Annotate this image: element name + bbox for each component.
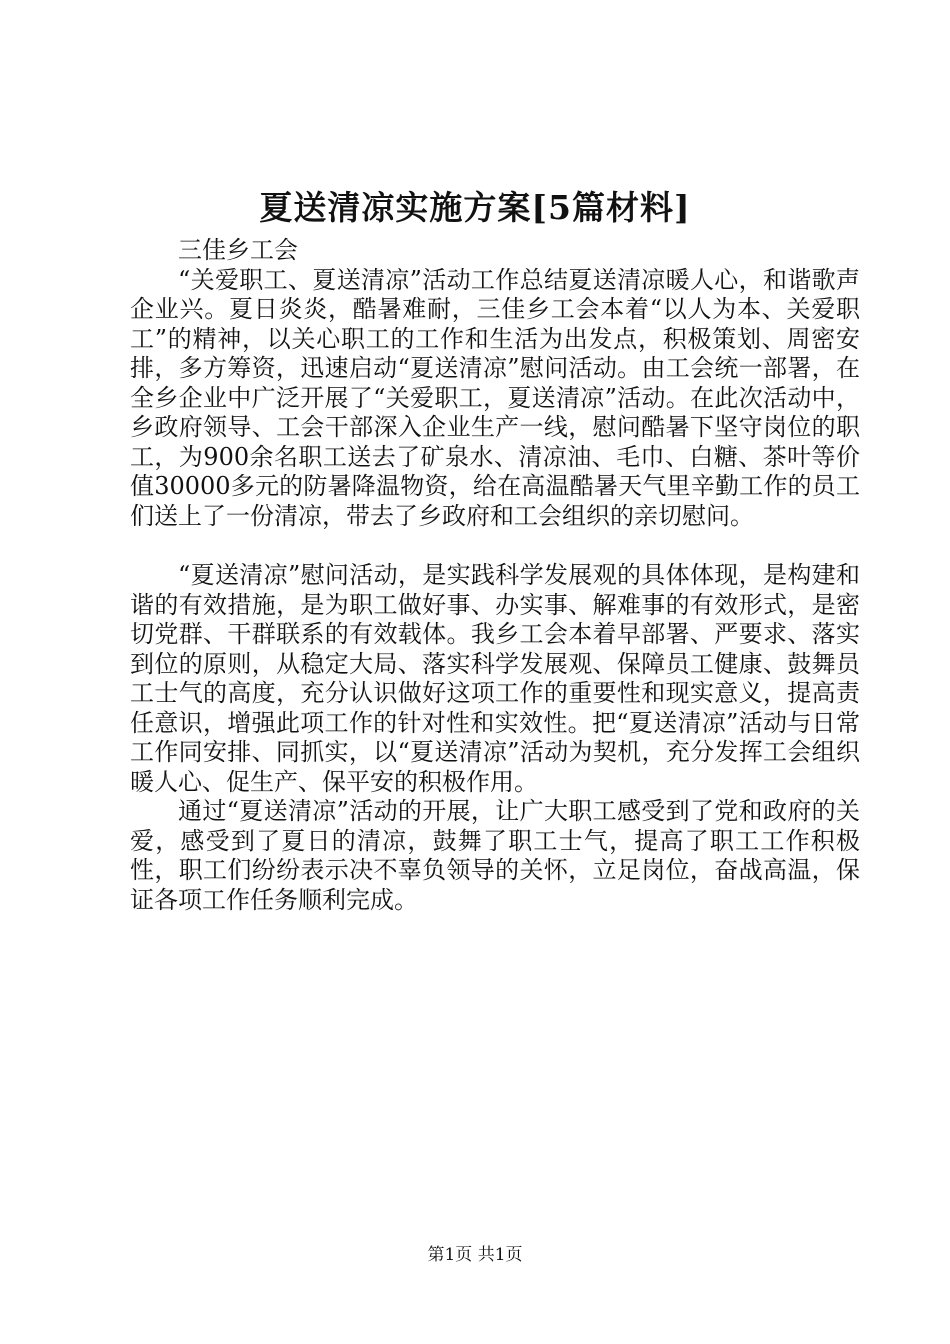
document-body xyxy=(130,236,860,915)
paragraph-spacer xyxy=(130,531,860,561)
paragraph-1: “关爱职工、夏送清凉”活动工作总结夏送清凉暖人心，和谐歌声企业兴。夏日炎炎，酷暑难耐，三佳乡工会本着“以人为本、关爱职工”的精神，以关心职工的工作和生活为出发点，积极策划、周密安排，多方筹资，迅速启动“夏送清凉”慰问活动。由工会统一部署，在全乡企业中广泛开展了“关爱职工，夏送清凉”活动。在此次活动中，乡政府领导、工会干部深入企业生产一线，慰问酷暑下坚守岗位的职工，为900余名职工送去了矿泉水、清凉油、毛巾、白糖、茶叶等价值30000多元的防暑降温物资，给在高温酷暑天气里辛勤工作的员工们送上了一份清凉，带去了乡政府和工会组织的亲切慰问。 xyxy=(130,265,860,530)
organization-name: 三佳乡工会 xyxy=(178,236,298,264)
paragraph-2: “夏送清凉”慰问活动，是实践科学发展观的具体体现，是构建和谐的有效措施，是为职工做好事、办实事、解难事的有效形式，是密切党群、干群联系的有效载体。我乡工会本着早部署、严要求、落实到位的原则，从稳定大局、落实科学发展观、保障员工健康、鼓舞员工士气的高度，充分认识做好这项工作的重要性和现实意义，提高责任意识，增强此项工作的针对性和实效性。把“夏送清凉”活动与日常工作同安排、同抓实，以“夏送清凉”活动为契机，充分发挥工会组织暖人心、促生产、保平安的积极作用。 xyxy=(130,561,860,796)
page-number-footer: 第1页 共1页 xyxy=(427,1245,523,1265)
paragraph-3: 通过“夏送清凉”活动的开展，让广大职工感受到了党和政府的关爱，感受到了夏日的清凉，鼓舞了职工士气，提高了职工工作积极性，职工们纷纷表示决不辜负领导的关怀，立足岗位，奋战高温，保证各项工作任务顺利完成。 xyxy=(130,797,860,914)
document-title: 夏送清凉实施方案[5篇材料] xyxy=(259,188,691,227)
